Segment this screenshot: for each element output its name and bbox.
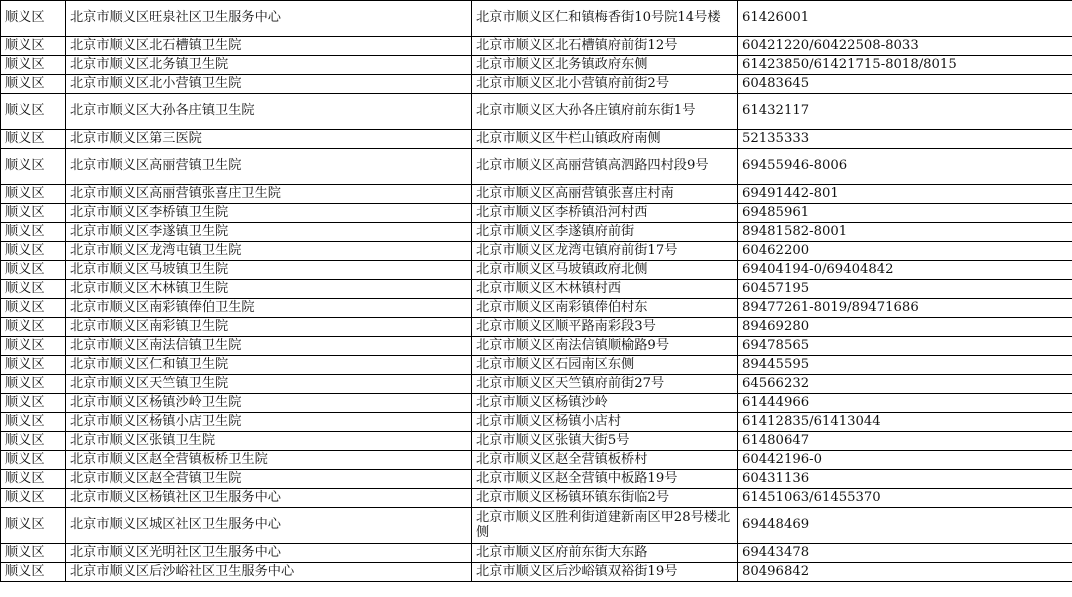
address-cell: 北京市顺义区杨镇沙岭 <box>472 394 738 413</box>
table-row <box>1 56 1072 75</box>
institution-name-cell: 北京市顺义区杨镇社区卫生服务中心 <box>66 489 472 508</box>
institution-name-cell: 北京市顺义区北小营镇卫生院 <box>66 75 472 94</box>
phone-cell: 89481582-8001 <box>738 223 1072 242</box>
institution-name-cell: 北京市顺义区木林镇卫生院 <box>66 280 472 299</box>
phone-cell: 60442196-0 <box>738 451 1072 470</box>
address-cell: 北京市顺义区仁和镇梅香街10号院14号楼 <box>472 1 738 37</box>
district-cell: 顺义区 <box>1 223 66 242</box>
table-row <box>1 261 1072 280</box>
address-cell: 北京市顺义区北务镇政府东侧 <box>472 56 738 75</box>
phone-cell: 69478565 <box>738 337 1072 356</box>
table-row <box>1 242 1072 261</box>
institution-name-cell: 北京市顺义区杨镇沙岭卫生院 <box>66 394 472 413</box>
institution-name-cell: 北京市顺义区龙湾屯镇卫生院 <box>66 242 472 261</box>
address-cell: 北京市顺义区后沙峪镇双裕街19号 <box>472 563 738 582</box>
address-cell: 北京市顺义区南彩镇俸伯村东 <box>472 299 738 318</box>
district-cell: 顺义区 <box>1 413 66 432</box>
table-row <box>1 356 1072 375</box>
address-cell: 北京市顺义区天竺镇府前街27号 <box>472 375 738 394</box>
table-row <box>1 204 1072 223</box>
table-row <box>1 432 1072 451</box>
district-cell: 顺义区 <box>1 544 66 563</box>
table-row <box>1 470 1072 489</box>
address-cell: 北京市顺义区高丽营镇张喜庄村南 <box>472 185 738 204</box>
table-row <box>1 318 1072 337</box>
address-cell: 北京市顺义区府前东街大东路 <box>472 544 738 563</box>
district-cell: 顺义区 <box>1 261 66 280</box>
phone-cell: 61444966 <box>738 394 1072 413</box>
table-row <box>1 185 1072 204</box>
address-cell: 北京市顺义区李桥镇沿河村西 <box>472 204 738 223</box>
table-row <box>1 75 1072 94</box>
phone-cell: 61423850/61421715-8018/8015 <box>738 56 1072 75</box>
table-row <box>1 508 1072 544</box>
district-cell: 顺义区 <box>1 375 66 394</box>
district-cell: 顺义区 <box>1 37 66 56</box>
phone-cell: 89445595 <box>738 356 1072 375</box>
table-body <box>1 1 1072 582</box>
institution-name-cell: 北京市顺义区赵全营镇板桥卫生院 <box>66 451 472 470</box>
phone-cell: 61480647 <box>738 432 1072 451</box>
district-cell: 顺义区 <box>1 508 66 544</box>
phone-cell: 64566232 <box>738 375 1072 394</box>
table-row <box>1 94 1072 130</box>
institution-name-cell: 北京市顺义区李桥镇卫生院 <box>66 204 472 223</box>
address-cell: 北京市顺义区杨镇环镇东街临2号 <box>472 489 738 508</box>
table-row <box>1 280 1072 299</box>
phone-cell: 61432117 <box>738 94 1072 130</box>
institution-name-cell: 北京市顺义区高丽营镇张喜庄卫生院 <box>66 185 472 204</box>
institution-name-cell: 北京市顺义区仁和镇卫生院 <box>66 356 472 375</box>
address-cell: 北京市顺义区木林镇村西 <box>472 280 738 299</box>
district-cell: 顺义区 <box>1 356 66 375</box>
institution-name-cell: 北京市顺义区杨镇小店卫生院 <box>66 413 472 432</box>
district-cell: 顺义区 <box>1 242 66 261</box>
phone-cell: 69485961 <box>738 204 1072 223</box>
phone-cell: 69448469 <box>738 508 1072 544</box>
institution-name-cell: 北京市顺义区北石槽镇卫生院 <box>66 37 472 56</box>
district-cell: 顺义区 <box>1 185 66 204</box>
address-cell: 北京市顺义区顺平路南彩段3号 <box>472 318 738 337</box>
address-cell: 北京市顺义区龙湾屯镇府前街17号 <box>472 242 738 261</box>
table-row <box>1 337 1072 356</box>
institution-name-cell: 北京市顺义区南彩镇俸伯卫生院 <box>66 299 472 318</box>
district-cell: 顺义区 <box>1 204 66 223</box>
district-cell: 顺义区 <box>1 130 66 149</box>
institution-name-cell: 北京市顺义区李遂镇卫生院 <box>66 223 472 242</box>
table-row <box>1 223 1072 242</box>
district-cell: 顺义区 <box>1 563 66 582</box>
table-row <box>1 149 1072 185</box>
table-row <box>1 563 1072 582</box>
phone-cell: 60431136 <box>738 470 1072 489</box>
institution-name-cell: 北京市顺义区光明社区卫生服务中心 <box>66 544 472 563</box>
district-cell: 顺义区 <box>1 337 66 356</box>
phone-cell: 69443478 <box>738 544 1072 563</box>
phone-cell: 89469280 <box>738 318 1072 337</box>
table-row <box>1 375 1072 394</box>
district-cell: 顺义区 <box>1 94 66 130</box>
institution-name-cell: 北京市顺义区旺泉社区卫生服务中心 <box>66 1 472 37</box>
phone-cell: 61451063/61455370 <box>738 489 1072 508</box>
district-cell: 顺义区 <box>1 149 66 185</box>
phone-cell: 60462200 <box>738 242 1072 261</box>
phone-cell: 61412835/61413044 <box>738 413 1072 432</box>
district-cell: 顺义区 <box>1 56 66 75</box>
district-cell: 顺义区 <box>1 394 66 413</box>
address-cell: 北京市顺义区李遂镇府前街 <box>472 223 738 242</box>
institution-name-cell: 北京市顺义区南法信镇卫生院 <box>66 337 472 356</box>
institution-name-cell: 北京市顺义区天竺镇卫生院 <box>66 375 472 394</box>
address-cell: 北京市顺义区高丽营镇高泗路四村段9号 <box>472 149 738 185</box>
phone-cell: 69455946-8006 <box>738 149 1072 185</box>
address-cell: 北京市顺义区南法信镇顺榆路9号 <box>472 337 738 356</box>
district-cell: 顺义区 <box>1 280 66 299</box>
phone-cell: 69491442-801 <box>738 185 1072 204</box>
district-cell: 顺义区 <box>1 318 66 337</box>
institution-name-cell: 北京市顺义区南彩镇卫生院 <box>66 318 472 337</box>
district-cell: 顺义区 <box>1 432 66 451</box>
address-cell: 北京市顺义区胜利街道建新南区甲28号楼北侧 <box>472 508 738 544</box>
district-cell: 顺义区 <box>1 299 66 318</box>
address-cell: 北京市顺义区牛栏山镇政府南侧 <box>472 130 738 149</box>
district-cell: 顺义区 <box>1 1 66 37</box>
phone-cell: 69404194-0/69404842 <box>738 261 1072 280</box>
address-cell: 北京市顺义区赵全营镇中板路19号 <box>472 470 738 489</box>
table-row <box>1 394 1072 413</box>
district-cell: 顺义区 <box>1 489 66 508</box>
phone-cell: 89477261-8019/89471686 <box>738 299 1072 318</box>
table-row <box>1 489 1072 508</box>
institution-name-cell: 北京市顺义区大孙各庄镇卫生院 <box>66 94 472 130</box>
phone-cell: 60483645 <box>738 75 1072 94</box>
phone-cell: 52135333 <box>738 130 1072 149</box>
institution-name-cell: 北京市顺义区城区社区卫生服务中心 <box>66 508 472 544</box>
address-cell: 北京市顺义区石园南区东侧 <box>472 356 738 375</box>
table-row <box>1 544 1072 563</box>
phone-cell: 60457195 <box>738 280 1072 299</box>
address-cell: 北京市顺义区北石槽镇府前街12号 <box>472 37 738 56</box>
institution-name-cell: 北京市顺义区张镇卫生院 <box>66 432 472 451</box>
institution-name-cell: 北京市顺义区赵全营镇卫生院 <box>66 470 472 489</box>
institution-name-cell: 北京市顺义区高丽营镇卫生院 <box>66 149 472 185</box>
institution-name-cell: 北京市顺义区后沙峪社区卫生服务中心 <box>66 563 472 582</box>
table-row <box>1 451 1072 470</box>
table-row <box>1 1 1072 37</box>
address-cell: 北京市顺义区马坡镇政府北侧 <box>472 261 738 280</box>
address-cell: 北京市顺义区杨镇小店村 <box>472 413 738 432</box>
table-row <box>1 299 1072 318</box>
table-row <box>1 413 1072 432</box>
phone-cell: 61426001 <box>738 1 1072 37</box>
district-cell: 顺义区 <box>1 470 66 489</box>
address-cell: 北京市顺义区张镇大街5号 <box>472 432 738 451</box>
table-row <box>1 37 1072 56</box>
phone-cell: 80496842 <box>738 563 1072 582</box>
district-cell: 顺义区 <box>1 75 66 94</box>
institution-name-cell: 北京市顺义区马坡镇卫生院 <box>66 261 472 280</box>
district-cell: 顺义区 <box>1 451 66 470</box>
table-row <box>1 130 1072 149</box>
phone-cell: 60421220/60422508-8033 <box>738 37 1072 56</box>
institution-name-cell: 北京市顺义区北务镇卫生院 <box>66 56 472 75</box>
address-cell: 北京市顺义区北小营镇府前街2号 <box>472 75 738 94</box>
address-cell: 北京市顺义区赵全营镇板桥村 <box>472 451 738 470</box>
institution-name-cell: 北京市顺义区第三医院 <box>66 130 472 149</box>
address-cell: 北京市顺义区大孙各庄镇府前东街1号 <box>472 94 738 130</box>
